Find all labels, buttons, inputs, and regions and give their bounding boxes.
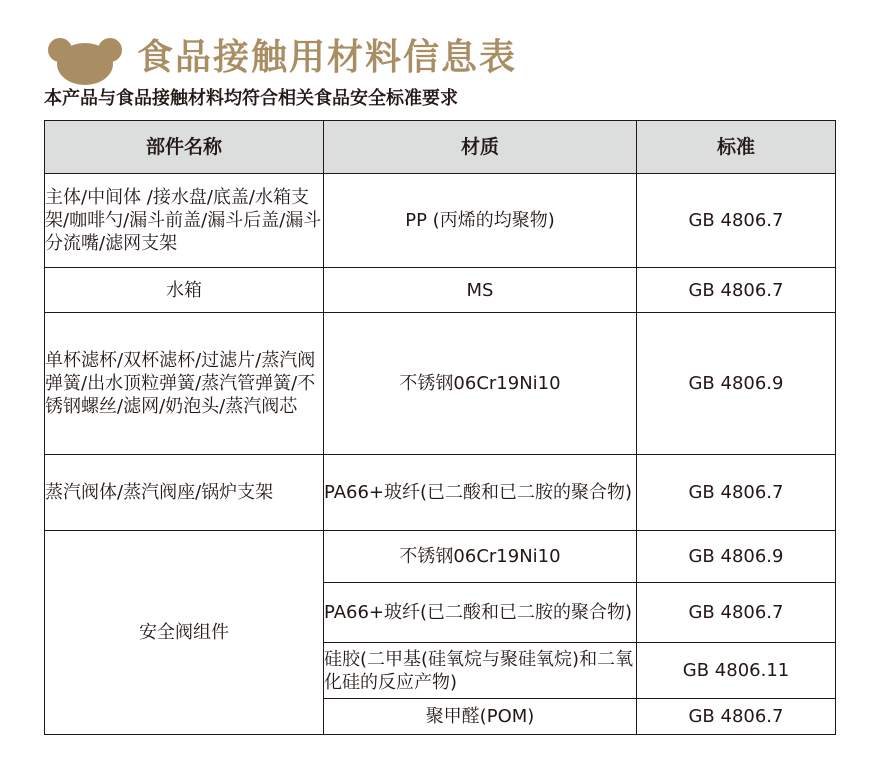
column-header-material: 材质 [324, 121, 637, 174]
column-header-part: 部件名称 [45, 121, 324, 174]
material-cell: 硅胶(二甲基(硅氧烷与聚硅氧烷)和二氧化硅的反应产物) [324, 643, 637, 699]
page-subtitle: 本产品与食品接触材料均符合相关食品安全标准要求 [44, 88, 458, 109]
material-cell: PA66+玻纤(已二酸和已二胺的聚合物) [324, 583, 637, 643]
table-row [45, 531, 836, 583]
part-name-cell: 蒸汽阀体/蒸汽阀座/锅炉支架 [45, 455, 324, 531]
part-name-cell: 主体/中间体 /接水盘/底盖/水箱支架/咖啡勺/漏斗前盖/漏斗后盖/漏斗分流嘴/滤网支架 [45, 174, 324, 268]
material-cell: PA66+玻纤(已二酸和已二胺的聚合物) [324, 455, 637, 531]
part-name-cell-safety-valve: 安全阀组件 [45, 531, 324, 735]
bear-head-logo-icon [46, 36, 124, 86]
table-row [45, 268, 836, 313]
material-info-table [44, 120, 836, 735]
standard-cell: GB 4806.9 [637, 531, 836, 583]
material-cell: MS [324, 268, 637, 313]
standard-cell: GB 4806.7 [637, 455, 836, 531]
standard-cell: GB 4806.7 [637, 699, 836, 735]
material-cell: 不锈钢06Cr19Ni10 [324, 313, 637, 455]
page-title: 食品接触用材料信息表 [137, 37, 518, 78]
standard-cell: GB 4806.9 [637, 313, 836, 455]
standard-cell: GB 4806.7 [637, 174, 836, 268]
table-row [45, 174, 836, 268]
column-header-standard: 标准 [637, 121, 836, 174]
standard-cell: GB 4806.7 [637, 583, 836, 643]
standard-cell: GB 4806.11 [637, 643, 836, 699]
table-row [45, 313, 836, 455]
table-header-row [45, 121, 836, 174]
material-cell: 不锈钢06Cr19Ni10 [324, 531, 637, 583]
part-name-cell: 水箱 [45, 268, 324, 313]
table-row [45, 455, 836, 531]
part-name-cell: 单杯滤杯/双杯滤杯/过滤片/蒸汽阀弹簧/出水顶粒弹簧/蒸汽管弹簧/不锈钢螺丝/滤网/奶泡头/蒸汽阀芯 [45, 313, 324, 455]
material-cell: PP (丙烯的均聚物) [324, 174, 637, 268]
material-cell: 聚甲醛(POM) [324, 699, 637, 735]
standard-cell: GB 4806.7 [637, 268, 836, 313]
